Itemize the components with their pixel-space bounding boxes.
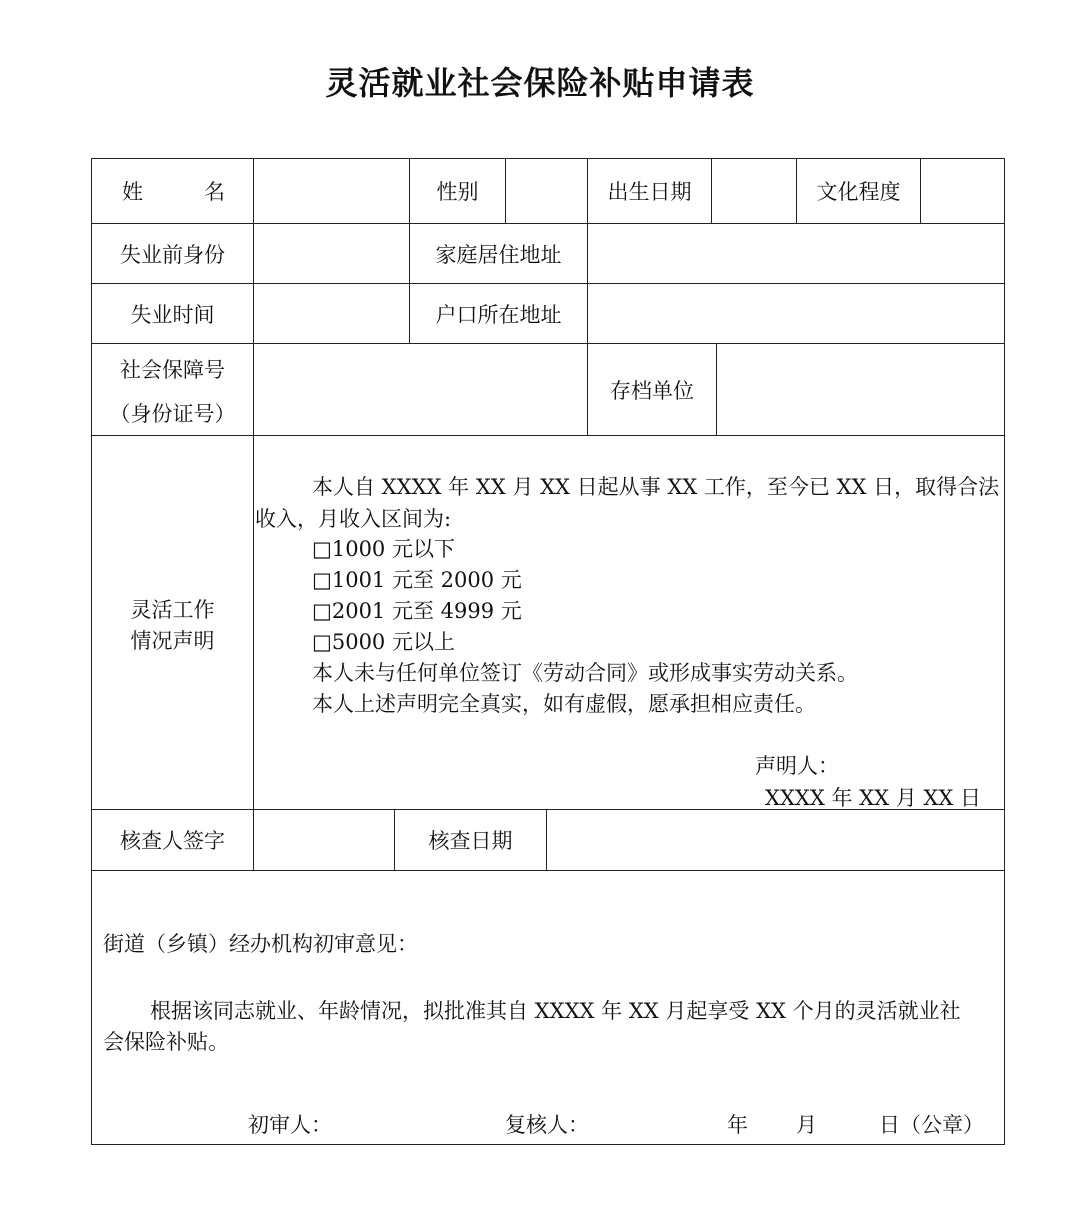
birth-date-label: 出生日期 — [607, 180, 692, 204]
name-label-char: 名 — [204, 180, 225, 204]
col-divider — [253, 435, 254, 810]
truth-statement: 本人上述声明完全真实，如有虚假，愿承担相应责任。 — [312, 692, 816, 716]
social-security-no-label: 社会保障号 — [120, 358, 225, 382]
row-divider — [91, 435, 1005, 436]
table-border-bottom — [91, 1144, 1005, 1145]
day-seal-label: 日（公章） — [879, 1113, 984, 1137]
name-label — [92, 159, 253, 223]
income-option-checkbox[interactable]: □2001 元至 4999 元 — [312, 599, 522, 623]
income-option-checkbox[interactable]: □5000 元以上 — [312, 630, 455, 654]
hukou-address-label: 户口所在地址 — [435, 302, 562, 327]
unemployed-time-label: 失业时间 — [130, 302, 215, 327]
declaration-label-line2: 情况声明 — [130, 629, 215, 653]
table-border-right — [1004, 158, 1005, 1145]
archive-unit-label: 存档单位 — [610, 378, 694, 403]
row-divider — [91, 870, 1005, 871]
name-label-char: 姓 — [122, 180, 143, 204]
declaration-date: XXXX 年 XX 月 XX 日 — [765, 786, 981, 810]
social-security-no-field[interactable] — [254, 344, 587, 435]
income-option-checkbox[interactable]: □1001 元至 2000 元 — [312, 568, 522, 592]
birth-date-field[interactable] — [712, 159, 796, 223]
hukou-address-field[interactable] — [588, 284, 1004, 343]
home-address-label: 家庭居住地址 — [435, 242, 562, 267]
education-field[interactable] — [921, 159, 1004, 223]
review-paragraph: 会保险补贴。 — [103, 1030, 229, 1054]
name-field[interactable] — [254, 159, 409, 223]
verify-date-label: 核查日期 — [428, 829, 513, 853]
second-reviewer-label: 复核人： — [505, 1113, 589, 1137]
form-title: 灵活就业社会保险补贴申请表 — [325, 64, 755, 102]
gender-field[interactable] — [506, 159, 587, 223]
verifier-signature-field[interactable] — [254, 810, 394, 870]
declaration-label-line1: 灵活工作 — [130, 598, 215, 622]
prior-identity-field[interactable] — [254, 224, 409, 283]
review-heading: 街道（乡镇）经办机构初审意见： — [103, 932, 418, 956]
first-reviewer-label: 初审人： — [248, 1113, 332, 1137]
education-label: 文化程度 — [816, 180, 901, 204]
id-no-label: （身份证号） — [109, 402, 236, 426]
gender-label: 性别 — [436, 180, 479, 204]
declarant-label: 声明人： — [755, 754, 839, 778]
year-label: 年 — [727, 1113, 748, 1137]
verify-date-field[interactable] — [547, 810, 1004, 870]
archive-unit-field[interactable] — [717, 344, 1004, 435]
month-label: 月 — [796, 1113, 817, 1137]
declaration-paragraph: 收入，月收入区间为: — [255, 507, 452, 531]
no-contract-statement: 本人未与任何单位签订《劳动合同》或形成事实劳动关系。 — [312, 661, 858, 685]
prior-identity-label: 失业前身份 — [120, 242, 225, 267]
review-paragraph: 根据该同志就业、年龄情况，拟批准其自 XXXX 年 XX 月起享受 XX 个月的灵活就业社 — [150, 999, 961, 1023]
income-option-checkbox[interactable]: □1000 元以下 — [312, 537, 455, 561]
home-address-field[interactable] — [588, 224, 1004, 283]
verifier-signature-label: 核查人签字 — [120, 829, 225, 853]
declaration-paragraph: 本人自 XXXX 年 XX 月 XX 日起从事 XX 工作，至今已 XX 日，取得合法 — [312, 475, 1000, 499]
unemployed-time-field[interactable] — [254, 284, 409, 343]
